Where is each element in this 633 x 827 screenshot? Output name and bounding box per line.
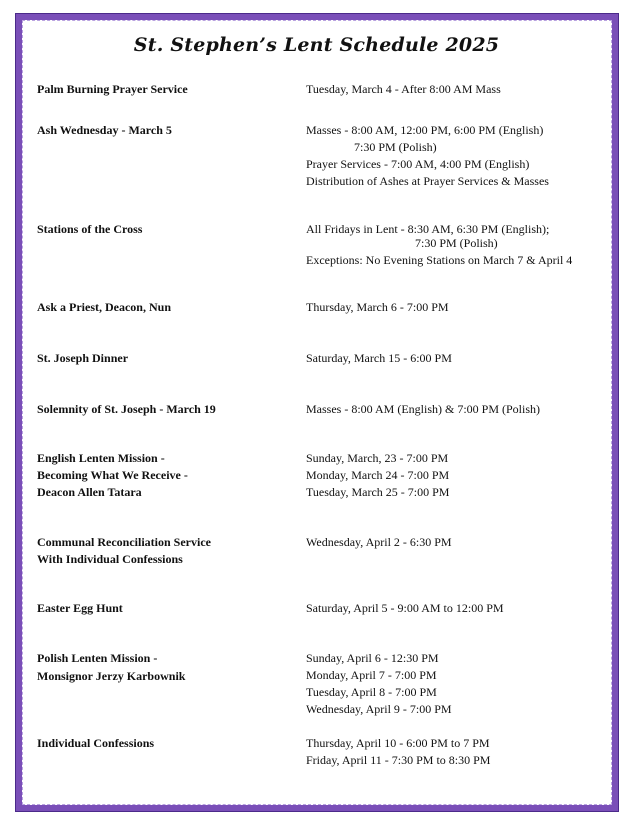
event-details: Saturday, April 5 - 9:00 AM to 12:00 PM	[306, 601, 504, 615]
event-name: Communal Reconciliation Service With Individual Confessions	[37, 535, 211, 566]
event-name: Ask a Priest, Deacon, Nun	[37, 300, 171, 314]
event-details: Thursday, March 6 - 7:00 PM	[306, 300, 449, 314]
event-name: Easter Egg Hunt	[37, 601, 123, 615]
event-details: Sunday, April 6 - 12:30 PM Monday, April 7 - 7:00 PM Tuesday, April 8 - 7:00 PM Wednesday, April 9 - 7:00 PM	[306, 651, 452, 716]
event-name: Palm Burning Prayer Service	[37, 82, 188, 96]
event-name: Individual Confessions	[37, 736, 155, 750]
event-details: Masses - 8:00 AM, 12:00 PM, 6:00 PM (English) 7:30 PM (Polish) Prayer Services - 7:00 AM, 4:00 PM (English) Distribution of Ashes at Prayer Services & Masses	[306, 123, 549, 188]
event-details: Saturday, March 15 - 6:00 PM	[306, 351, 452, 365]
event-details: Thursday, April 10 - 6:00 PM to 7 PM Friday, April 11 - 7:30 PM to 8:30 PM	[306, 736, 491, 767]
event-name: Solemnity of St. Joseph - March 19	[37, 402, 216, 416]
page-title: St. Stephen’s Lent Schedule 2025	[133, 34, 500, 56]
event-details: All Fridays in Lent - 8:30 AM, 6:30 PM (English); 7:30 PM (Polish) Exceptions: No Evening Stations on March 7 & April 4	[306, 222, 573, 267]
event-details: Masses - 8:00 AM (English) & 7:00 PM (Polish)	[306, 402, 541, 416]
event-name: English Lenten Mission - Becoming What We Receive - Deacon Allen Tatara	[37, 451, 188, 499]
event-details: Sunday, March, 23 - 7:00 PM Monday, March 24 - 7:00 PM Tuesday, March 25 - 7:00 PM	[306, 451, 450, 499]
event-name: Ash Wednesday - March 5	[37, 123, 172, 137]
event-details: Tuesday, March 4 - After 8:00 AM Mass	[306, 82, 501, 96]
event-name: Polish Lenten Mission - Monsignor Jerzy Karbownik	[37, 651, 186, 683]
event-name: Stations of the Cross	[37, 222, 143, 236]
event-name: St. Joseph Dinner	[37, 351, 129, 365]
event-details: Wednesday, April 2 - 6:30 PM	[306, 535, 452, 549]
